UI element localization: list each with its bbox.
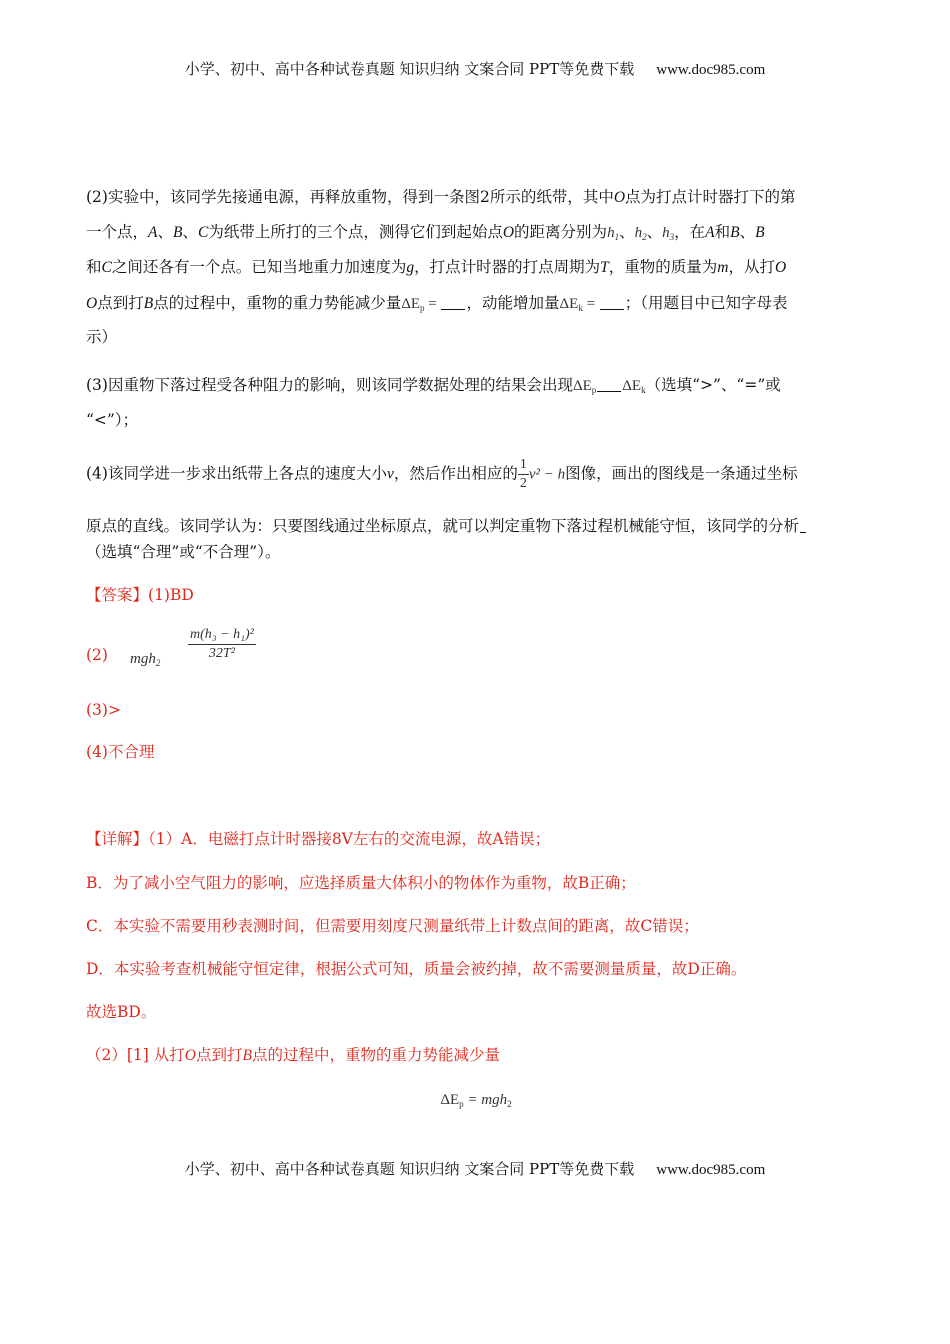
q3-line-2: “<”）； bbox=[86, 411, 139, 429]
answer-blank-ek[interactable] bbox=[600, 295, 624, 310]
detail-line-4: D．本实验考查机械能守恒定律，根据公式可知，质量会被约掉，故不需要测量质量，故D正确。 bbox=[86, 960, 747, 978]
detail-line-1: 【详解】（1）A．电磁打点计时器接8V左右的交流电源，故A错误； bbox=[86, 830, 551, 848]
delta-ep-symbol: $\Delta E_p$ bbox=[572, 378, 597, 395]
half-fraction: $\frac{1}{2}$ bbox=[519, 457, 527, 491]
mgh2-expr: mgh$_2$ bbox=[130, 651, 161, 668]
answer-blank-compare[interactable] bbox=[597, 377, 621, 392]
detail-line-6: （2）[1] 从打O点到打B点的过程中，重物的重力势能减少量 bbox=[86, 1046, 500, 1064]
detail-line-5: 故选BD。 bbox=[86, 1003, 157, 1021]
detail-formula: $\Delta E_p = mgh_2$ bbox=[440, 1092, 512, 1109]
detail-line-3: C．本实验不需要用秒表测时间，但需要用刻度尺测量纸带上计数点间的距离，故C错误； bbox=[86, 917, 699, 935]
h1-symbol: $h_1$ bbox=[607, 225, 620, 242]
delta-ep-symbol: $\Delta E_p$ = bbox=[401, 296, 441, 313]
q2-line-2: 一个点，A、B、C为纸带上所打的三个点，测得它们到起始点O的距离分别为$h_1$、$h_2$、$h_3$，在A和B、B bbox=[86, 223, 765, 242]
answer-line-4: (4)不合理 bbox=[86, 743, 155, 761]
q2-line-4: O点到打B点的过程中，重物的重力势能减少量$\Delta E_p$ = ，动能增加量$\Delta E_k$ = ；（用题目中已知字母表 bbox=[86, 294, 788, 313]
v2-minus-h-expr: v² − h bbox=[528, 466, 566, 483]
answer-tag: 【答案】 bbox=[86, 586, 149, 604]
detail-tag: 【详解】 bbox=[86, 830, 149, 848]
answer-blank-ep[interactable] bbox=[441, 295, 465, 310]
kinetic-energy-fraction: $\frac{\text{m(h₃ − h₁)²}}{\text{32T²}}$ bbox=[190, 627, 254, 661]
h2-symbol: $h_2$ bbox=[634, 225, 647, 242]
q4-line-3: （选填“合理”或“不合理”）。 bbox=[86, 543, 281, 561]
answer-blank-analysis[interactable] bbox=[800, 518, 806, 533]
page-footer bbox=[0, 1158, 950, 1179]
q2-line-3: 和C之间还各有一个点。已知当地重力加速度为g，打点计时器的打点周期为T，重物的质量为m，从打O bbox=[86, 258, 787, 276]
page-header bbox=[0, 58, 950, 79]
q2-line-5: 示） bbox=[86, 328, 118, 346]
h3-symbol: $h_3$ bbox=[662, 225, 675, 242]
q4-line-2: 原点的直线。该同学认为：只要图线通过坐标原点，就可以判定重物下落过程机械能守恒，该同学的分析 bbox=[86, 518, 807, 535]
footer-text: 小学、初中、高中各种试卷真题 知识归纳 文案合同 PPT等免费下载 bbox=[184, 1160, 635, 1178]
delta-ek-symbol: $\Delta E_k$ = bbox=[559, 296, 599, 313]
footer-url[interactable]: www.doc985.com bbox=[656, 1162, 766, 1178]
q2-line-1: (2)实验中，该同学先接通电源，再释放重物，得到一条图2所示的纸带，其中O点为打点计时器打下的第 bbox=[86, 188, 796, 206]
answer-line-1: 【答案】(1)BD bbox=[86, 586, 194, 604]
q3-line-1: (3)因重物下落过程受各种阻力的影响，则该同学数据处理的结果会出现$\Delta E_p$ $\Delta E_k$（选填“>”、“=”或 bbox=[86, 376, 781, 395]
header-text: 小学、初中、高中各种试卷真题 知识归纳 文案合同 PPT等免费下载 bbox=[184, 60, 635, 78]
q4-line-1: (4)该同学进一步求出纸带上各点的速度大小v，然后作出相应的 $\frac{1}{2}$ v² − h图像，画出的图线是一条通过坐标 bbox=[86, 457, 798, 491]
answer-line-3: (3)> bbox=[86, 701, 121, 719]
detail-line-2: B．为了减小空气阻力的影响，应选择质量大体积小的物体作为重物，故B正确； bbox=[86, 874, 636, 892]
header-url[interactable]: www.doc985.com bbox=[656, 62, 766, 78]
delta-ek-symbol: $\Delta E_k$ bbox=[622, 378, 646, 395]
